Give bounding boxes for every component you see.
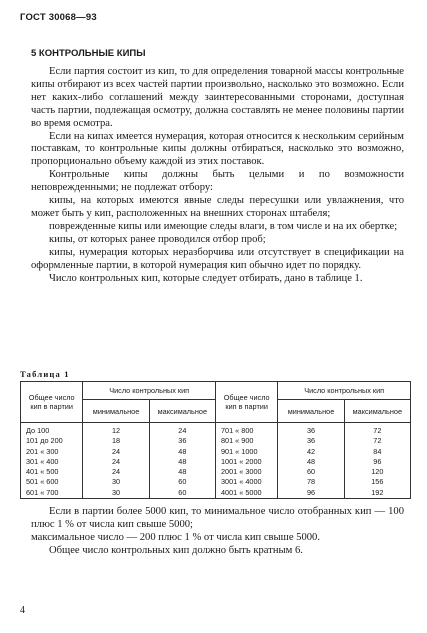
left-range-cell: 501 « 600 [21, 477, 83, 487]
page-number: 4 [20, 605, 25, 616]
table-row [21, 488, 411, 499]
header-min-left: минимальное [83, 400, 149, 423]
left-range-cell: 401 « 500 [21, 467, 83, 477]
right-min-cell: 60 [278, 467, 344, 477]
left-min-cell: 24 [83, 467, 149, 477]
left-min-cell: 30 [83, 488, 149, 499]
right-range-cell: 701 « 800 [215, 423, 277, 437]
header-control-bales-left: Число контрольных кип [83, 382, 216, 400]
right-min-cell: 96 [278, 488, 344, 499]
left-max-cell: 60 [149, 477, 215, 487]
paragraph-max-over-5000: максимальное число — 200 плюс 1 % от числа кип свыше 5000. [31, 531, 321, 543]
exclusion-item-sampled: кипы, от которых ранее проводился отбор проб; [49, 233, 266, 245]
right-range-cell: 901 « 1000 [215, 447, 277, 457]
left-range-cell: 601 « 700 [21, 488, 83, 499]
header-max-left: максимальное [149, 400, 215, 423]
left-max-cell: 48 [149, 447, 215, 457]
section-body [31, 66, 404, 285]
right-min-cell: 78 [278, 477, 344, 487]
header-total-bales-right: Общее число кип в партии [215, 382, 277, 423]
table-caption: Таблица 1 [20, 369, 70, 379]
right-max-cell: 120 [344, 467, 410, 477]
left-max-cell: 48 [149, 467, 215, 477]
right-max-cell: 72 [344, 436, 410, 446]
left-min-cell: 24 [83, 457, 149, 467]
right-max-cell: 156 [344, 477, 410, 487]
table-body [21, 423, 411, 499]
left-range-cell: До 100 [21, 423, 83, 437]
left-range-cell: 301 « 400 [21, 457, 83, 467]
right-range-cell: 2001 « 3000 [215, 467, 277, 477]
right-range-cell: 1001 « 2000 [215, 457, 277, 467]
table-row [21, 477, 411, 487]
header-total-bales-left: Общее число кип в партии [21, 382, 83, 423]
paragraph-numbering: Если на кипах имеется нумерация, которая относится к нескольким серийным поставкам, то контрольные кипы должны отбираться, насколько это возможно, пропорционально объему каждой из этих поставок. [31, 130, 404, 168]
exclusion-item-illegible-numbering: кипы, нумерация которых неразборчива или отсутствует в спецификации на оформленные партии, в которой нумерация кип обычно идет по порядку. [31, 246, 404, 271]
after-table-text [31, 506, 404, 558]
right-max-cell: 84 [344, 447, 410, 457]
document-header: ГОСТ 30068—93 [20, 12, 97, 23]
paragraph-over-5000: Если в партии более 5000 кип, то минимальное число отобранных кип — 100 плюс 1 % от числа кип свыше 5000; [31, 506, 404, 530]
right-min-cell: 48 [278, 457, 344, 467]
right-range-cell: 4001 « 5000 [215, 488, 277, 499]
exclusion-item-damaged: поврежденные кипы или имеющие следы влаги, в том числе и на их обертке; [49, 220, 398, 232]
paragraph-whole-bales: Контрольные кипы должны быть целыми и по возможности неповрежденными; не подлежат отбору: [31, 169, 404, 194]
section-title: 5 КОНТРОЛЬНЫЕ КИПЫ [31, 48, 146, 59]
right-max-cell: 96 [344, 457, 410, 467]
left-min-cell: 18 [83, 436, 149, 446]
table-row [21, 423, 411, 437]
left-max-cell: 36 [149, 436, 215, 446]
control-bales-table [20, 381, 411, 499]
table-row [21, 436, 411, 446]
right-max-cell: 192 [344, 488, 410, 499]
paragraph-table-reference: Число контрольных кип, которые следует отбирать, дано в таблице 1. [49, 272, 363, 284]
header-max-right: максимальное [344, 400, 410, 423]
header-control-bales-right: Число контрольных кип [278, 382, 411, 400]
right-min-cell: 42 [278, 447, 344, 457]
left-max-cell: 24 [149, 423, 215, 437]
left-min-cell: 30 [83, 477, 149, 487]
left-range-cell: 101 до 200 [21, 436, 83, 446]
right-min-cell: 36 [278, 436, 344, 446]
left-max-cell: 48 [149, 457, 215, 467]
left-min-cell: 12 [83, 423, 149, 437]
left-max-cell: 60 [149, 488, 215, 499]
paragraph-selection-rule: Если партия состоит из кип, то для определения товарной массы контрольные кипы отбирают из всех частей партии произвольно, насколько это возможно. Если нет каких-либо соглашений между заинтересованными сторонами, доступная часть партии, подлежащая осмотру, должна составлять не менее половины партии во время осмотра. [31, 66, 404, 129]
right-range-cell: 801 « 900 [215, 436, 277, 446]
table-row [21, 457, 411, 467]
right-max-cell: 72 [344, 423, 410, 437]
right-min-cell: 36 [278, 423, 344, 437]
right-range-cell: 3001 « 4000 [215, 477, 277, 487]
exclusion-item-dried-wet: кипы, на которых имеются явные следы пересушки или увлажнения, что может быть у кип, расположенных на внешних сторонах штабеля; [31, 195, 404, 219]
table-row [21, 447, 411, 457]
left-min-cell: 24 [83, 447, 149, 457]
table-row [21, 467, 411, 477]
paragraph-multiple-of-six: Общее число контрольных кип должно быть кратным 6. [49, 544, 303, 556]
left-range-cell: 201 « 300 [21, 447, 83, 457]
header-min-right: минимальное [278, 400, 344, 423]
